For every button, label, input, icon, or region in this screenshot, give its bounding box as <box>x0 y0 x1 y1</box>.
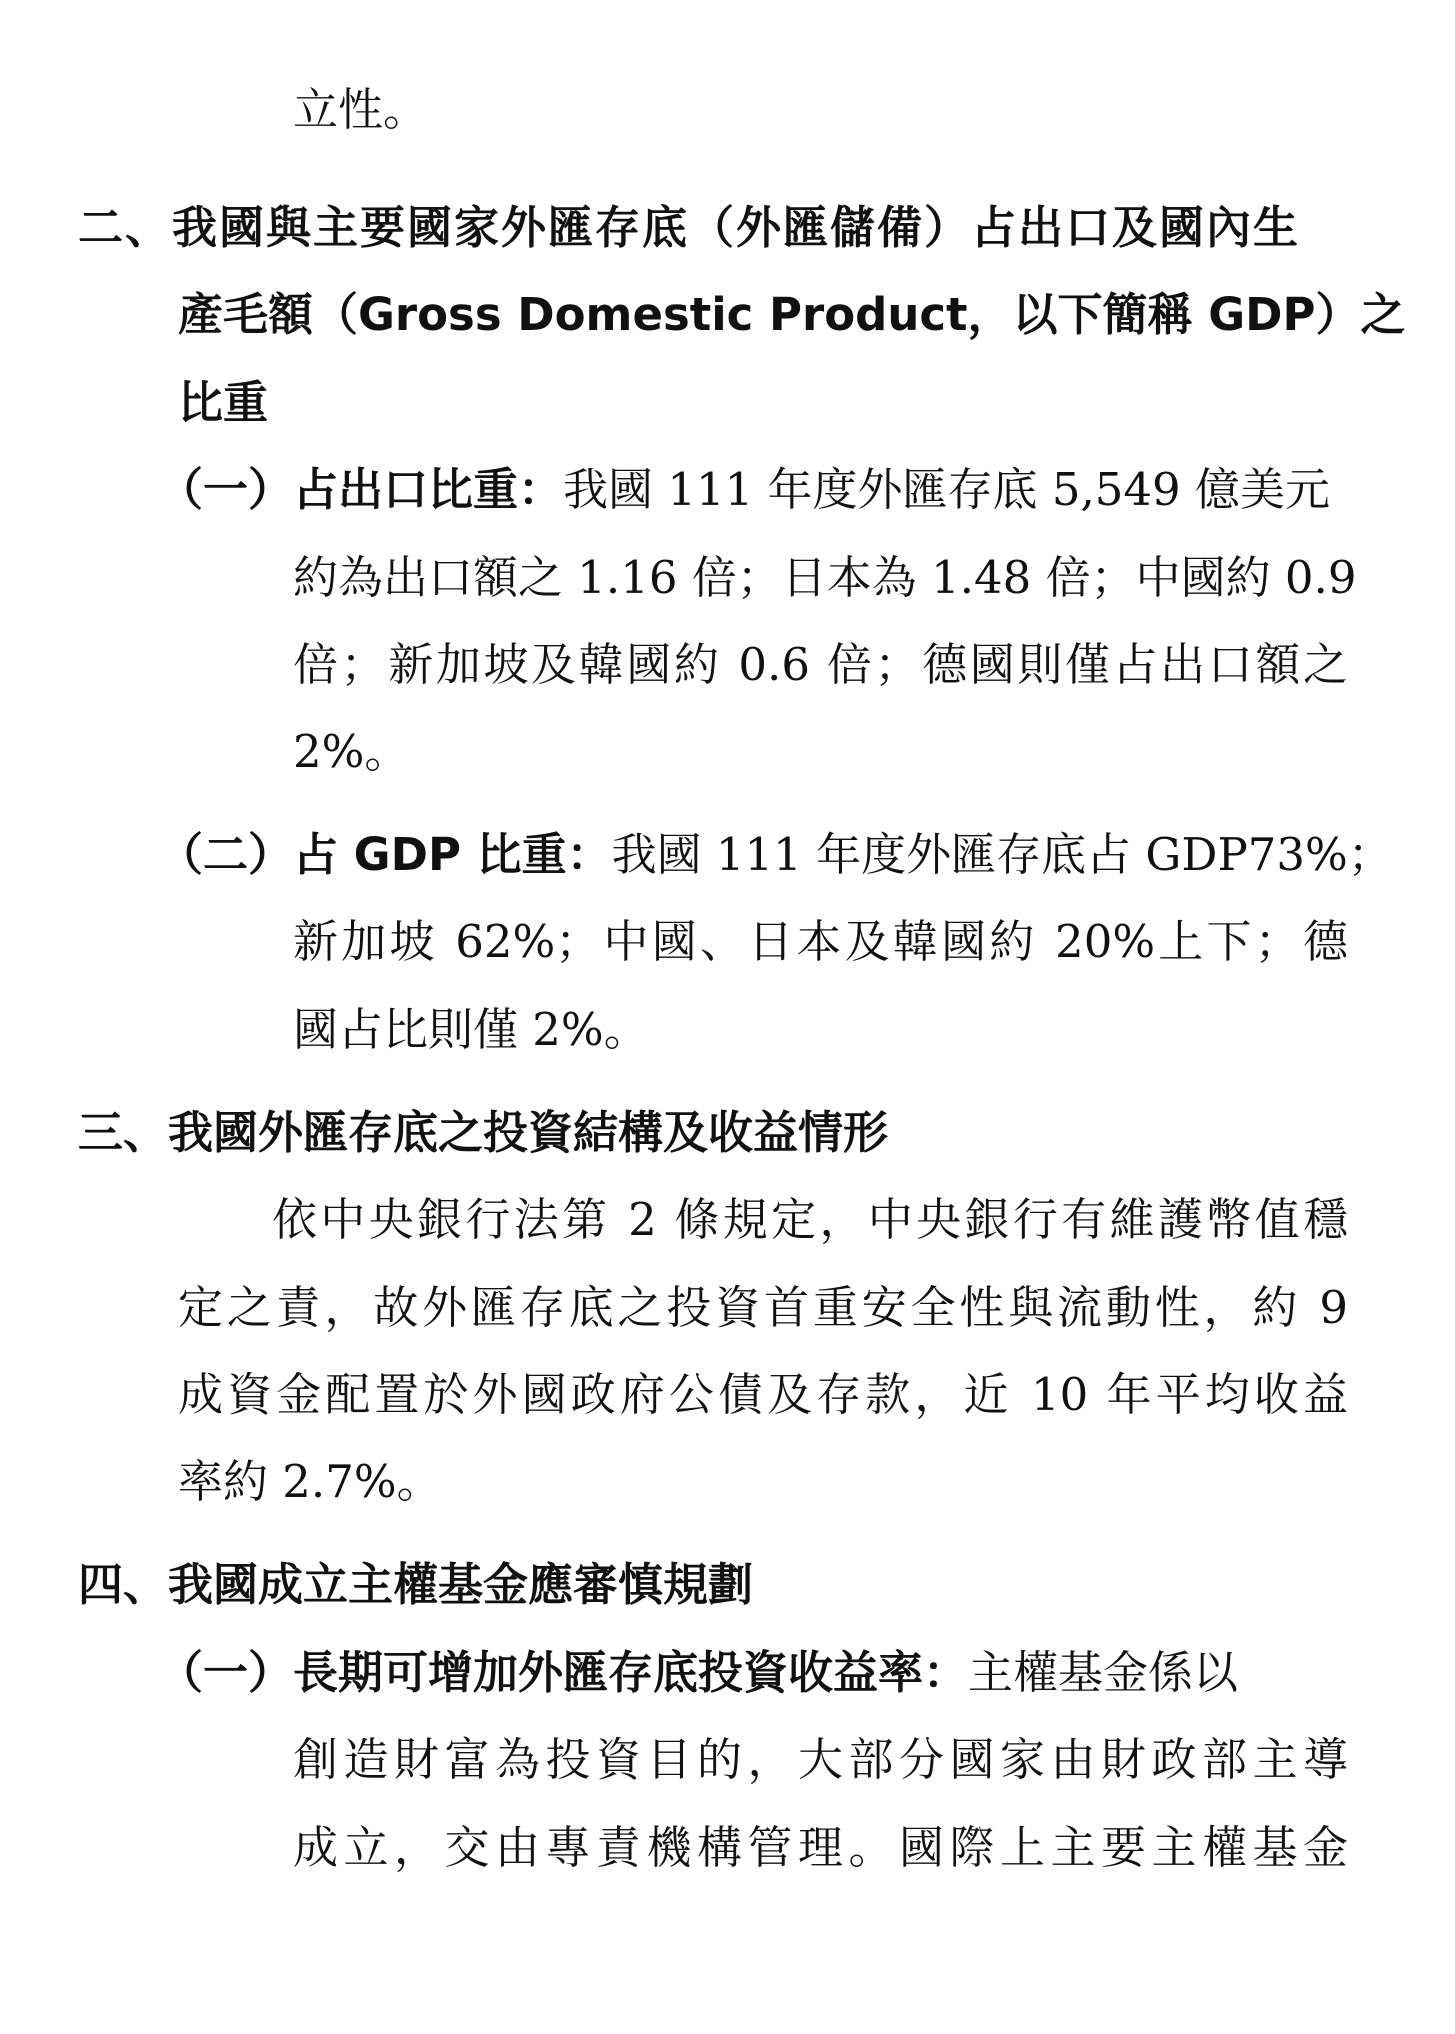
subsection-line <box>158 1643 1238 1703</box>
text-line: 國占比則僅 2%。 <box>293 1003 649 1056</box>
subsection-label: （二）占 GDP 比重： <box>158 828 612 881</box>
section-heading: 四、我國成立主權基金應審慎規劃 <box>78 1558 754 1611</box>
subsection-text: 主權基金係以 <box>968 1646 1239 1699</box>
subsection-text: 我國 111 年度外匯存底 5,549 億美元 <box>563 463 1330 516</box>
text-line: 倍；新加坡及韓國約 0.6 倍；德國則僅占出口額之 <box>293 638 1348 691</box>
text-line: 定之責，故外匯存底之投資首重安全性與流動性，約 9 <box>178 1281 1348 1334</box>
section-heading: 比重 <box>178 376 269 429</box>
subsection-label: （一）長期可增加外匯存底投資收益率： <box>158 1646 969 1699</box>
text-line: 約為出口額之 1.16 倍；日本為 1.48 倍；中國約 0.9 <box>293 551 1357 604</box>
text-line: 2%。 <box>293 725 410 778</box>
text-line: 新加坡 62%；中國、日本及韓國約 20%上下；德 <box>293 915 1348 968</box>
text-line: 創造財富為投資目的，大部分國家由財政部主導 <box>293 1733 1348 1786</box>
text-line: 依中央銀行法第 2 條規定，中央銀行有維護幣值穩 <box>272 1193 1348 1246</box>
text-line: 立性。 <box>293 83 429 136</box>
text-line: 率約 2.7%。 <box>178 1455 442 1508</box>
section-heading: 三、我國外匯存底之投資結構及收益情形 <box>78 1106 889 1159</box>
subsection-line <box>158 460 1330 520</box>
section-heading: 產毛額（Gross Domestic Product，以下簡稱 GDP）之 <box>178 288 1406 341</box>
text-line: 成資金配置於外國政府公債及存款，近 10 年平均收益 <box>178 1368 1348 1421</box>
subsection-label: （一）占出口比重： <box>158 463 564 516</box>
section-heading: 二、我國與主要國家外匯存底（外匯儲備）占出口及國內生 <box>78 201 1301 254</box>
subsection-text: 我國 111 年度外匯存底占 GDP73%； <box>611 828 1393 881</box>
text-line: 成立，交由專責機構管理。國際上主要主權基金 <box>293 1821 1348 1874</box>
subsection-line <box>158 825 1393 885</box>
